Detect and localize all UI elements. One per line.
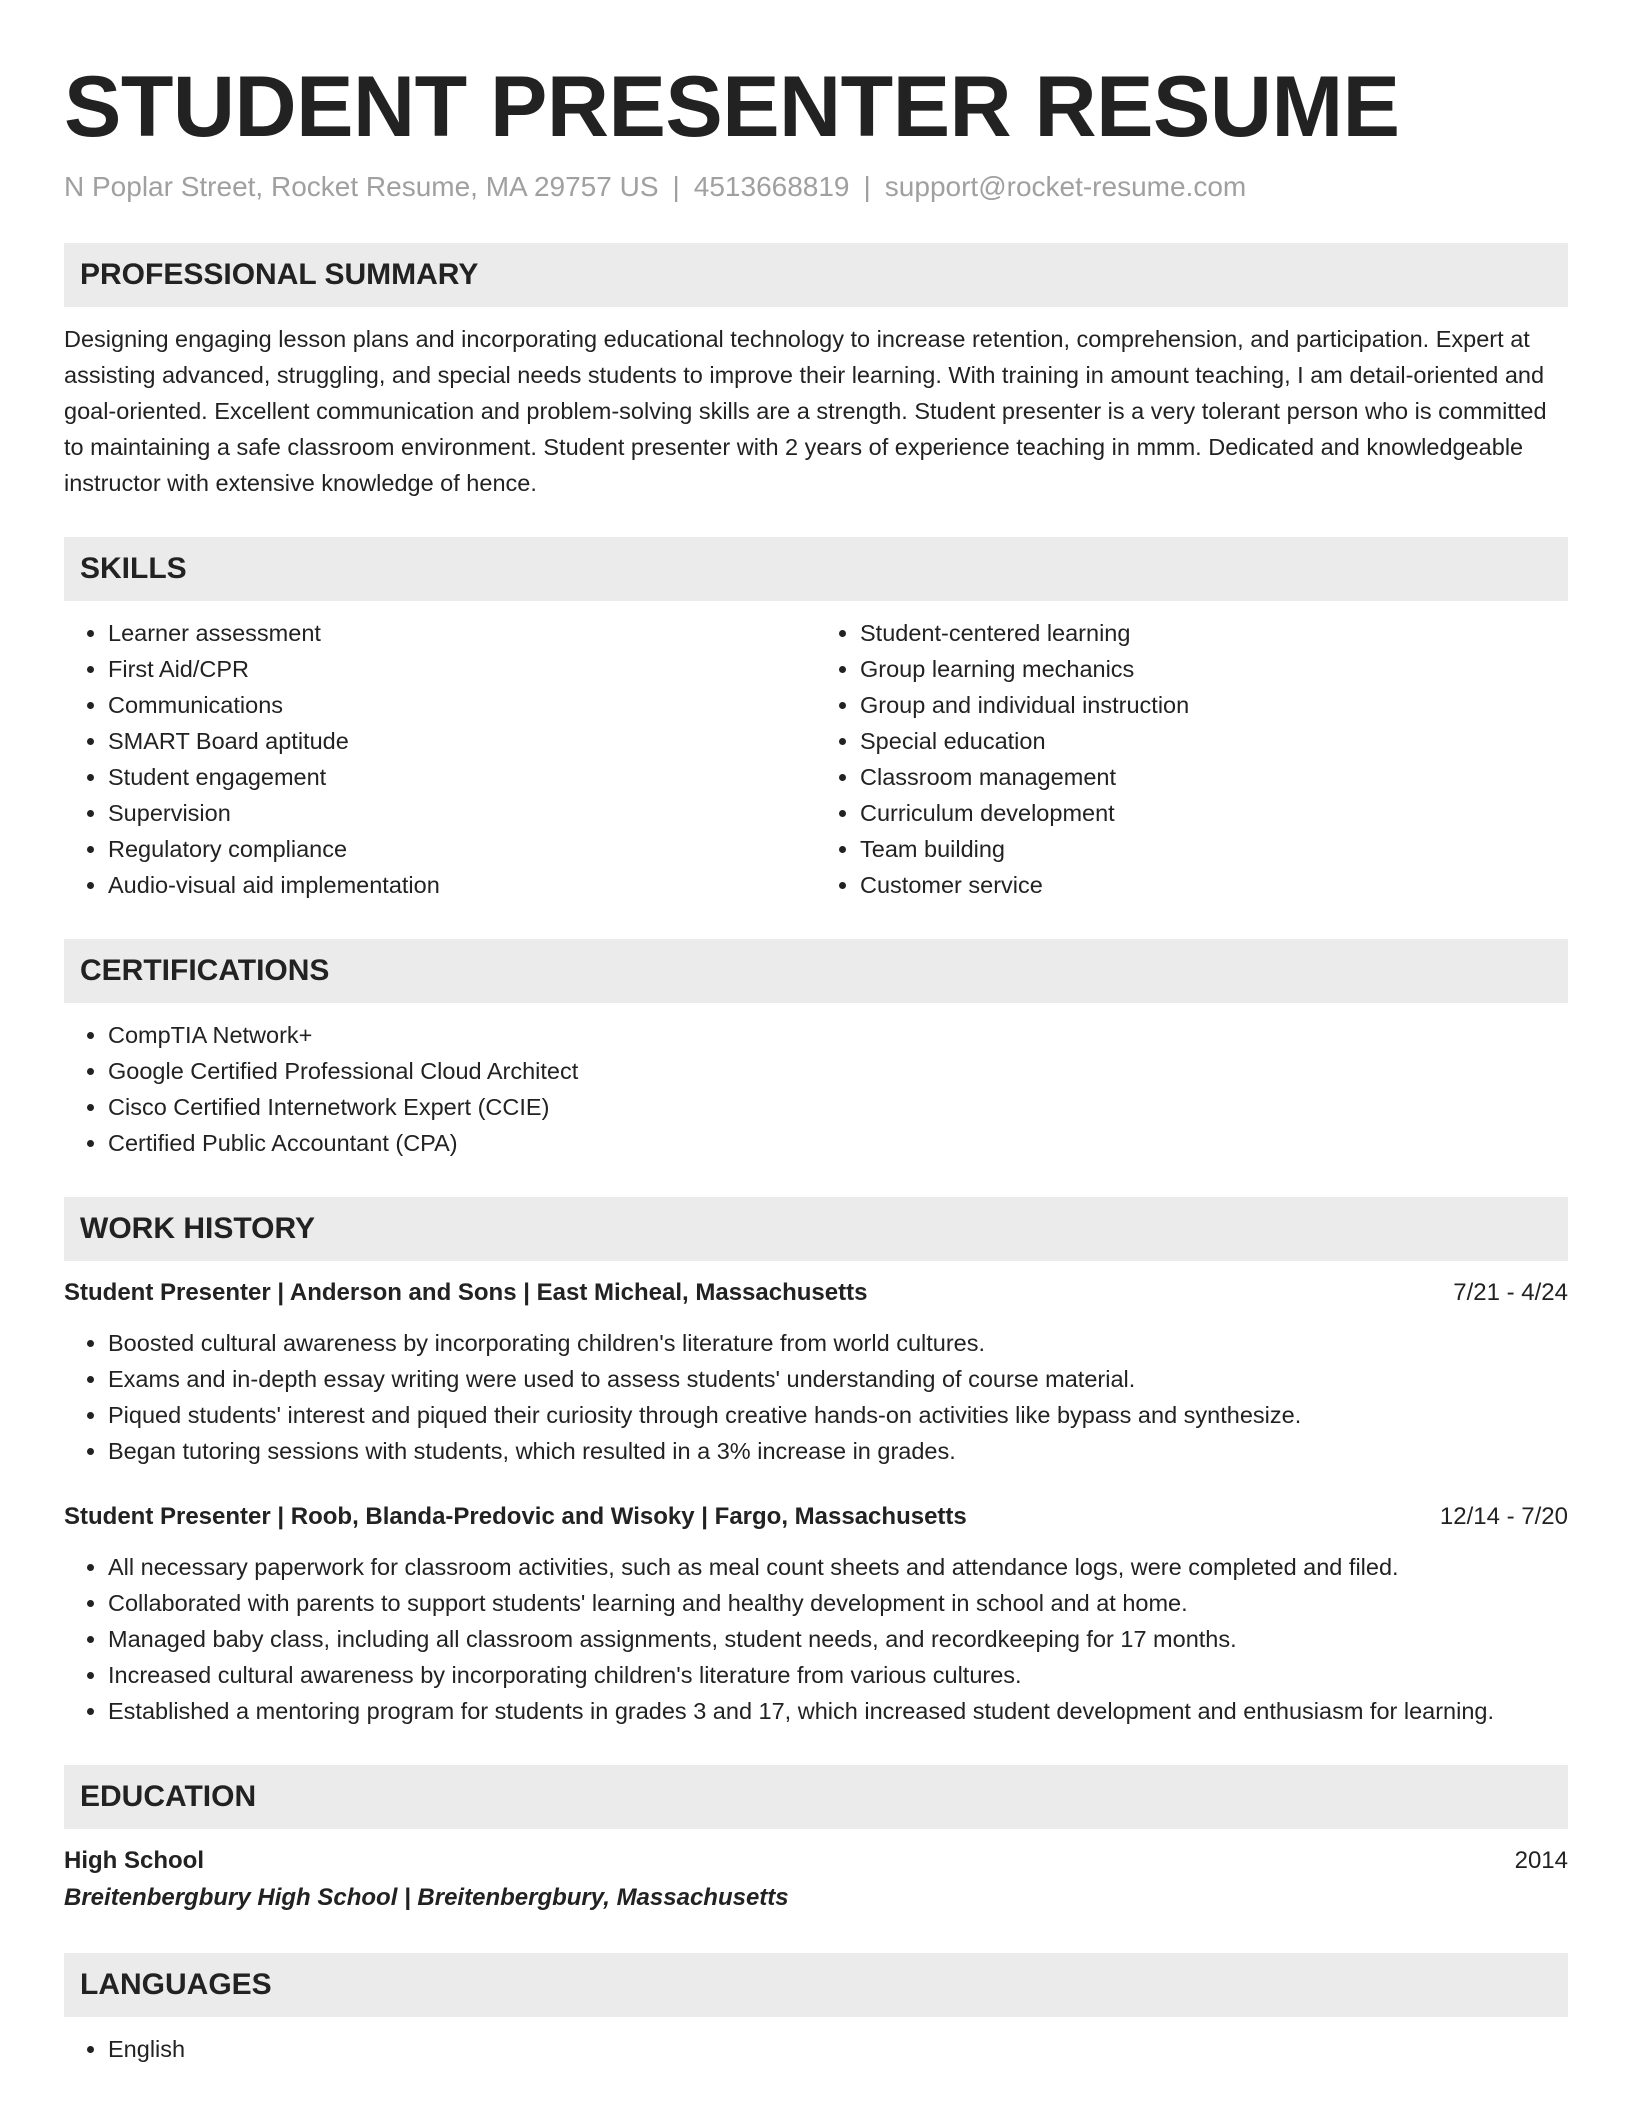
email[interactable]: support@rocket-resume.com — [884, 170, 1247, 202]
section-header-summary: PROFESSIONAL SUMMARY — [64, 243, 1568, 307]
skills-list-right — [816, 615, 1568, 903]
contact-line — [64, 171, 1568, 203]
job-bullet: • All necessary paperwork for classroom activities, such as meal count sheets and attendance logs, were completed and filed. — [108, 1549, 1568, 1585]
education-school: Breitenbergbury High School | Breitenbergbury, Massachusetts — [64, 1883, 789, 1911]
job-bullets — [64, 1549, 1568, 1729]
phone: 4513668819 — [693, 170, 850, 202]
certifications-list — [64, 1017, 1568, 1161]
education-heading-row — [64, 1843, 1568, 1879]
skill-item: • Classroom management — [860, 759, 1568, 795]
skills-grid — [64, 615, 1568, 903]
job-bullet: • Began tutoring sessions with students, which resulted in a 3% increase in grades. — [108, 1433, 1568, 1469]
skill-item: • Special education — [860, 723, 1568, 759]
section-header-work-history: WORK HISTORY — [64, 1197, 1568, 1261]
skill-item: • Customer service — [860, 867, 1568, 903]
certification-item: • Cisco Certified Internetwork Expert (CCIE) — [108, 1089, 1568, 1125]
address: N Poplar Street, Rocket Resume, MA 29757 US — [64, 170, 659, 202]
skill-item: • Learner assessment — [108, 615, 816, 651]
job-bullet: • Established a mentoring program for students in grades 3 and 17, which increased student development and enthusiasm for learning. — [108, 1693, 1568, 1729]
section-header-skills: SKILLS — [64, 537, 1568, 601]
skill-item: • SMART Board aptitude — [108, 723, 816, 759]
separator: | — [672, 170, 680, 202]
job-entry — [64, 1275, 1568, 1469]
skill-item: • Audio-visual aid implementation — [108, 867, 816, 903]
skill-item: • Communications — [108, 687, 816, 723]
job-dates: 7/21 - 4/24 — [1453, 1278, 1568, 1306]
languages-list — [64, 2031, 1568, 2067]
job-bullet: • Exams and in-depth essay writing were used to assess students' understanding of course material. — [108, 1361, 1568, 1397]
job-bullet: • Piqued students' interest and piqued their curiosity through creative hands-on activities like bypass and synthesize. — [108, 1397, 1568, 1433]
skill-item: • Group and individual instruction — [860, 687, 1568, 723]
job-bullet: • Increased cultural awareness by incorporating children's literature from various cultures. — [108, 1657, 1568, 1693]
job-heading-row — [64, 1275, 1568, 1311]
job-heading: Student Presenter | Roob, Blanda-Predovic and Wisoky | Fargo, Massachusetts — [64, 1502, 967, 1530]
skill-item: • Regulatory compliance — [108, 831, 816, 867]
job-bullet: • Collaborated with parents to support students' learning and healthy development in school and at home. — [108, 1585, 1568, 1621]
separator: | — [863, 170, 871, 202]
section-header-languages: LANGUAGES — [64, 1953, 1568, 2017]
section-header-certifications: CERTIFICATIONS — [64, 939, 1568, 1003]
job-bullet: • Managed baby class, including all classroom assignments, student needs, and recordkeeping for 17 months. — [108, 1621, 1568, 1657]
skill-item: • Student engagement — [108, 759, 816, 795]
education-degree: High School — [64, 1846, 204, 1874]
certification-item: • Certified Public Accountant (CPA) — [108, 1125, 1568, 1161]
skill-item: • Curriculum development — [860, 795, 1568, 831]
job-entry — [64, 1499, 1568, 1729]
skill-item: • Team building — [860, 831, 1568, 867]
job-heading-row — [64, 1499, 1568, 1535]
skills-list-left — [64, 615, 816, 903]
job-bullets — [64, 1325, 1568, 1469]
section-header-education: EDUCATION — [64, 1765, 1568, 1829]
certification-item: • Google Certified Professional Cloud Architect — [108, 1053, 1568, 1089]
skill-item: • First Aid/CPR — [108, 651, 816, 687]
skill-item: • Group learning mechanics — [860, 651, 1568, 687]
job-bullet: • Boosted cultural awareness by incorporating children's literature from world cultures. — [108, 1325, 1568, 1361]
certification-item: • CompTIA Network+ — [108, 1017, 1568, 1053]
skill-item: • Supervision — [108, 795, 816, 831]
skill-item: • Student-centered learning — [860, 615, 1568, 651]
job-dates: 12/14 - 7/20 — [1439, 1502, 1568, 1530]
resume-title: STUDENT PRESENTER RESUME — [64, 59, 1400, 155]
education-year: 2014 — [1514, 1846, 1568, 1874]
language-item: • English — [108, 2031, 1568, 2067]
summary-text: Designing engaging lesson plans and incorporating educational technology to increase retention, comprehension, and participation. Expert at assisting advanced, struggling, and special needs students to improve their learning. With training in amount teaching, I am detail-oriented and goal-oriented. Excellent communication and problem-solving skills are a strength. Student presenter is a very tolerant person who is committed to maintaining a safe classroom environment. Student presenter with 2 years of experience teaching in mmm. Dedicated and knowledgeable instructor with extensive knowledge of hence. — [64, 325, 1547, 496]
job-heading: Student Presenter | Anderson and Sons | East Micheal, Massachusetts — [64, 1278, 868, 1306]
